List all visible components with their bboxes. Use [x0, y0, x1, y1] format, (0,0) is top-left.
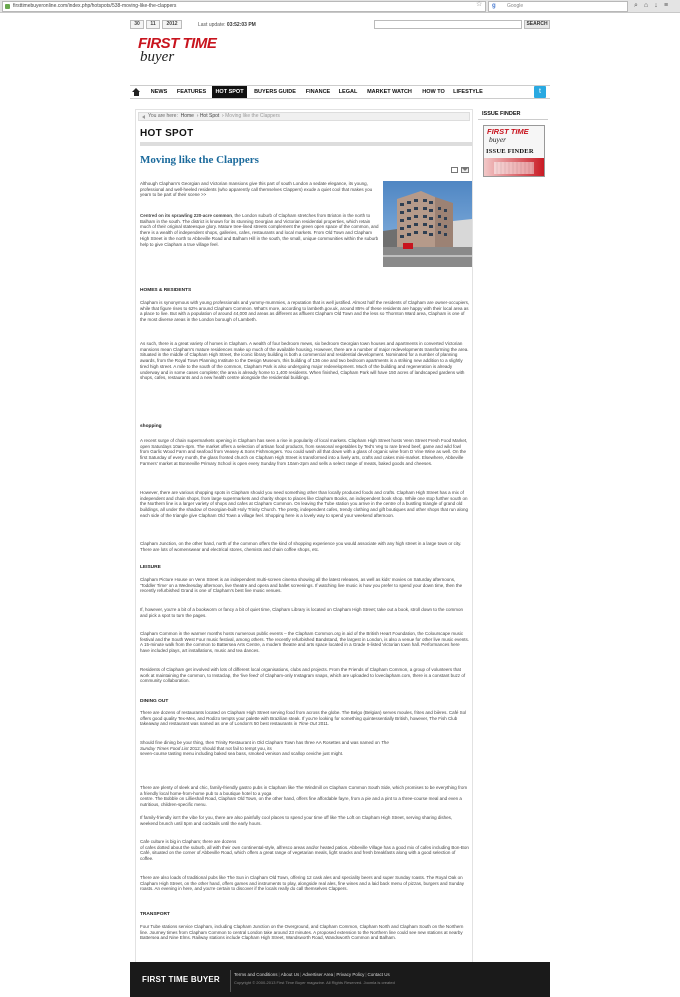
footer: [130, 962, 550, 997]
google-icon: g: [492, 3, 496, 9]
dining-p2-sunday-times: The Sunday Times Food List: [140, 740, 389, 751]
nav-legal[interactable]: LEGAL: [338, 89, 358, 95]
footer-link-about[interactable]: About Us: [280, 972, 300, 977]
dining-paragraph-6: There are also loads of traditional pubs like The Sun in Clapham Old Town, offering 12 cask ales and speciality beers and super Sunday roasts. The Royal Oak on Clapham High Street, on the other hand, offers games and instruments to play, alongside real ales, fine wines and a laid back menu of pizzas, burgers and Sunday roasts. An evening in here, and you're certain to discover if the locals really do call themselves Clappers.: [140, 875, 465, 892]
leisure-paragraph-2: If, however, you're a bit of a bookworm or fancy a bit of quiet time, Clapham Library is located on Clapham High Street; take out a book, stroll down to the common and pick a spot to turn the pages.: [140, 607, 464, 618]
footer-links: Terms and Conditions|About Us|Advertiser Area|Privacy Policy|Contact Us: [234, 972, 390, 977]
breadcrumb: You are here: Home › Hot Spot › Moving like the Clappers: [138, 112, 470, 121]
main-nav: [130, 85, 550, 99]
date-bar: [130, 20, 550, 30]
heading-transport: TRANSPORT: [140, 912, 170, 917]
nav-hot-spot[interactable]: HOT SPOT: [212, 86, 247, 98]
issue-finder-title: ISSUE FINDER: [486, 148, 534, 155]
site-search-button[interactable]: SEARCH: [524, 20, 550, 29]
dining-p2-menu: seven-course tasting menu including baked sea bass, smoked venison and scallop ceviche just might.: [140, 751, 344, 757]
shopping-paragraph-2: However, there are various shopping spots in Clapham should you need something other than locally produced foods and crafts. Clapham High Street has a mix of independent and chain shops, from large supermarkets and charity shops to places like Clapham Books, an independent book shop. While one stop further south on the Northern line is a larger variety of shops and cafes at Clapham Common. On leaving the Tube station you arrive in the centre of a bustling triangle of grand old buildings, all under the shadow of Georgian-built Holy Trinity Church. The pretty, independent cafes, trendy clothing and gift boutiques and other shops that run along each side of the triangle give Clapham Old Town a village feel. Shopping here is a lovely way to spend your weekend afternoon.: [140, 490, 469, 518]
address-bar[interactable]: [2, 1, 486, 12]
site-search-input[interactable]: [374, 20, 522, 29]
browser-search-input[interactable]: [488, 1, 628, 12]
dining-p2-end: 2012; should that not fail to tempt you, its: [188, 745, 272, 751]
shopping-paragraph-3: Clapham Junction, on the other hand, north of the common offers the kind of shopping experience you would associate with any high street in a large town or city. There are lots of womenswear and electrical stores, chemists and chain coffee shops, etc.: [140, 541, 462, 552]
favicon-icon: [5, 4, 10, 9]
nav-lifestyle[interactable]: LIFESTYLE: [453, 89, 483, 95]
browser-download-icon[interactable]: ↓: [654, 2, 658, 9]
heading-homes-residents: HOMES & RESIDENTS: [140, 288, 192, 293]
dining-p3-text: There are plenty of sleek and chic, family-friendly gastro pubs in Clapham like The Windmill on Clapham Common South Side, which promises to be everything from a friendly local home-from-home pub to a boutique hotel to a yoga: [140, 785, 468, 796]
issue-finder-logo-line1: FIRST TIME: [487, 127, 529, 136]
dining-p1-text: There are dozens of restaurants located on Clapham High Street serving food from across the globe. The Belgo (Belgian) serves moules, frites and bières. Café Sol offers good quality Tex-Mex, and Rodizo tempts your palette with Brazilian steak. If you're looking for something quintessentially British, however, The Fish Club takeaway and restaurant was named as one of London's 50 best restaurants in: [140, 710, 467, 727]
home-icon[interactable]: [132, 88, 140, 96]
email-icon[interactable]: [461, 167, 469, 173]
sidebar-heading: ISSUE FINDER: [478, 109, 548, 120]
breadcrumb-arrow-icon: [142, 115, 145, 119]
dining-paragraph-4: If family-friendly isn't the vibe for you, there are also painfully cool places to spend your time off like The Loft on Clapham High Street, serving sharing dishes, weekend brunch until 5pm and cocktails until the early hours.: [140, 815, 453, 826]
dining-paragraph-2: [140, 740, 400, 757]
shopping-paragraph-1: A recent surge of chain supermarkets opening in Clapham has seen a rise in popularity of local markets. Clapham High Street hosts Venn Street Fresh Food Market, open Saturdays 10am-4pm. The market offers a selection of artisan food products, from seasonal vegetables by Ted's Veg to rare breed beef, game and wild fowl from Garlic Wood Farm and seafood from Veasey & Sons Fishmongers. You could wash all that down with a glass of organic wine from D Vine Wine as well. On the first Saturday of every month, the glass fronted church on Clapham High Street is transformed into a lively arts, crafts and cakes mini-market. Elsewhere, Abbeville Farmers' market at Bonneville Primary School is open every Sunday from 10am-2pm and sells a select range of meats, baked goods and cheeses.: [140, 438, 468, 466]
dining-paragraph-5: [140, 839, 470, 862]
dining-p5-lead: Cafe culture is big in Clapham; there are dozens: [140, 839, 237, 844]
leisure-paragraph-3: Clapham Common in the warmer months hosts numerous public events – the Clapham Common.org in aid of the British Heart Foundation, the Colourscape music festival and the South West Four music festival, among others. The recently refurbished Bandstand, the largest in London, is also a venue for other live music events. A 15-minute walk from the common to Battersea Arts Centre, a modern theatre and arts space located in a Grade II-listed Victorian town hall. Performances here have included plays, art installations, music and tea dances.: [140, 631, 470, 654]
footer-link-advertiser[interactable]: Advertiser Area: [302, 972, 334, 977]
page: [130, 14, 550, 997]
article-photo-clapham-buildings: [383, 181, 472, 267]
dining-paragraph-3: [140, 785, 470, 808]
issue-finder-banner[interactable]: [483, 125, 545, 177]
address-bar-url: firsttimebuyeronline.com/index.php/hotspots/538-moving-like-the-clappers: [13, 3, 177, 9]
browser-search-go-icon[interactable]: ⌕: [634, 2, 638, 9]
footer-link-contact[interactable]: Contact Us: [367, 972, 390, 977]
dining-p3-bobble: centre. The Bobble on Lillieshall Road, Clapham Old Town, on the other hand, offers fine affordable fayre, from a pie and a pint to a three-course meal and even a nutritious, children-specific menu.: [140, 796, 462, 808]
article-intro: Although Clapham's Georgian and Victorian mansions give this part of south London a sedate elegance, its young, professional and well-heeled residents (who apparently call themselves Clappers) exude a quiet cool that makes you yearn to be part of their scene >>: [140, 181, 373, 198]
nav-how-to[interactable]: HOW TO: [422, 89, 445, 95]
article-p1-body: , the London suburb of Clapham stretches from Brixton in the north to Balham in the south. The district is known for its stunning Georgian and Victorian residential properties, which retain much of their original stateesque glory. Mature tree-lined streets complement the green open space of the common, and there is a wealth of independent shops, galleries, cafes, restaurants and local markets. From Old Town and Clapham High Street in the north to Abbeville Road and Balham Hill in the south, the small, unique communities within the suburb help to give Clapham a true village feel.: [140, 213, 379, 247]
homes-paragraph-2: As such, there is a great variety of homes in Clapham. A wealth of four bedroom mews, six bedroom Georgian town houses and apartments in converted Victorian mansions mean Clapham's mature residences make up much of the available housing. However, there are a number of major redevelopments transforming the area. Situated in the middle of Clapham High Street, the iconic library building is both a commercial and residential development. Nominated for a number of planning awards, from the Royal Town Planning Institute to the Design Museum, this building of 136 one and two bedroom apartments is a striking new addition to a slightly tired high street. A mile to the south of the common, Clapham Park is also undergoing major redevelopment. Much of the building and regeneration is already underway and in some cases complete; the area is already home to 1,400 residents. When finished, Clapham Park will have 150 acres of landscaped gardens with shops, cafes, restaurants and a new health centre alongside the residential buildings.: [140, 341, 469, 381]
date-day: 30: [130, 20, 144, 29]
dining-p1-time-out: Time Out: [298, 721, 317, 727]
heading-shopping: shopping: [140, 424, 162, 429]
bookmark-star-icon[interactable]: ☆: [476, 1, 483, 8]
leisure-paragraph-4: Residents of Clapham get involved with lots of different local organisations, clubs and projects. From the Friends of Clapham Common, a group of volunteers that work at maintaining the common, to Instaclap, the 'live feed' of Clapham-only Instagram snaps, which are uploaded to loveclapham.com, there is a constant buzz of community collaboration.: [140, 667, 466, 684]
sidebar: [478, 109, 548, 289]
print-icon[interactable]: [451, 167, 458, 173]
article-panel: [135, 109, 473, 969]
heading-leisure: LEISURE: [140, 565, 161, 570]
dining-p5-body: of cafes dotted about the suburb, all with their own continental-style, alfresco areas and/or heated patios. Abbeville Village has a good mix of cafes including Bon-Bon Café, situated on the corner of Abbeville Road, which offers a great range of vegetarian meals, light snacks and fresh breakfasts along with a good selection of coffee.: [140, 844, 469, 862]
breadcrumb-section[interactable]: Hot Spot: [199, 113, 220, 119]
browser-home-icon[interactable]: ⌂: [643, 2, 649, 9]
browser-search-engine: Google: [507, 3, 524, 9]
nav-finance[interactable]: FINANCE: [305, 89, 331, 95]
browser-menu-icon[interactable]: ≡: [663, 2, 669, 9]
building-photo-graphic: [383, 181, 472, 267]
footer-copyright: Copyright © 2000-2013 First Time Buyer magazine. All Rights Reserved. Joomla is created: [234, 980, 395, 985]
dining-p2-text: Should fine dining be your thing, then Trinity Restaurant in Old Clapham Town has three AA Rosettes and was named on: [140, 740, 382, 745]
last-update-label: Last update:: [198, 22, 226, 28]
heading-dining-out: DINING OUT: [140, 699, 169, 704]
last-update: [198, 22, 256, 28]
footer-link-terms[interactable]: Terms and Conditions: [234, 972, 278, 977]
nav-market-watch[interactable]: MARKET WATCH: [367, 89, 412, 95]
nav-news[interactable]: NEWS: [150, 89, 168, 95]
last-update-time: 03:52:03 PM: [226, 22, 256, 28]
footer-divider: [230, 970, 231, 992]
twitter-icon[interactable]: t: [534, 86, 546, 98]
article-p1-lead: Centred on its sprawling 220-acre common: [140, 213, 233, 218]
date-year: 2012: [162, 20, 182, 29]
article-title[interactable]: Moving like the Clappers: [140, 154, 259, 166]
breadcrumb-current: Moving like the Clappers: [225, 113, 280, 119]
section-divider: [140, 142, 472, 146]
article-paragraph-1: [140, 213, 380, 247]
site-logo[interactable]: [138, 36, 228, 76]
breadcrumb-home[interactable]: Home: [180, 113, 194, 119]
breadcrumb-prefix: You are here:: [148, 113, 178, 119]
footer-logo[interactable]: FIRST TIME BUYER: [142, 975, 220, 984]
transport-paragraph-1: Four Tube stations service Clapham, including Clapham Junction on the Overground, and Clapham Common, Clapham North and Clapham South on the Northern line. Journey times from Clapham Common to central London take around 23 minutes. A proposed extension to the Northern line could see new stations at nearby Battersea and Nine Elms. Railway stations include Clapham High Street, Wandsworth Road, Wandsworth Common and Balham.: [140, 924, 464, 941]
nav-buyers-guide[interactable]: BUYERS GUIDE: [254, 89, 296, 95]
nav-features[interactable]: FEATURES: [176, 89, 207, 95]
dining-paragraph-1: [140, 710, 470, 727]
logo-line1: FIRST TIME: [138, 35, 217, 52]
issue-finder-cover-strip: [484, 158, 545, 177]
section-title: HOT SPOT: [140, 128, 194, 139]
leisure-paragraph-1: Clapham Picture House on Venn Street is an independent multi-screen cinema showing all the latest releases, as well as kids' movies on Saturday afternoons, 'Toddler Time' on a Wednesday afternoon, live theatre and opera and ballet screenings. If watching live music is how you prefer to spend your down time, then the recently refurbished Grand is one of Clapham's best live music venues.: [140, 577, 463, 594]
date-month: 11: [146, 20, 160, 29]
logo-line2: buyer: [140, 49, 175, 65]
footer-link-privacy[interactable]: Privacy Policy: [336, 972, 365, 977]
dining-p1-end: 2011.: [316, 721, 330, 727]
browser-toolbar: [0, 0, 680, 13]
issue-finder-logo-line2: buyer: [489, 135, 507, 144]
homes-paragraph-1: Clapham is synonymous with young professionals and yummy-mummies, a reputation that is well justified. Almost half the residents of Clapham are owner-occupiers, while that figure rises to 62% around Clapham Common. What's more, according to lambeth.gov.uk, around 85% of these residents are happy with their local area as a place to live. But with a population of around 44,000 and areas as different as affluent Clapham Old Town and the less so Thornton Ward area, Clapham is one of the most diverse areas in the London borough of Lambeth.: [140, 300, 470, 323]
